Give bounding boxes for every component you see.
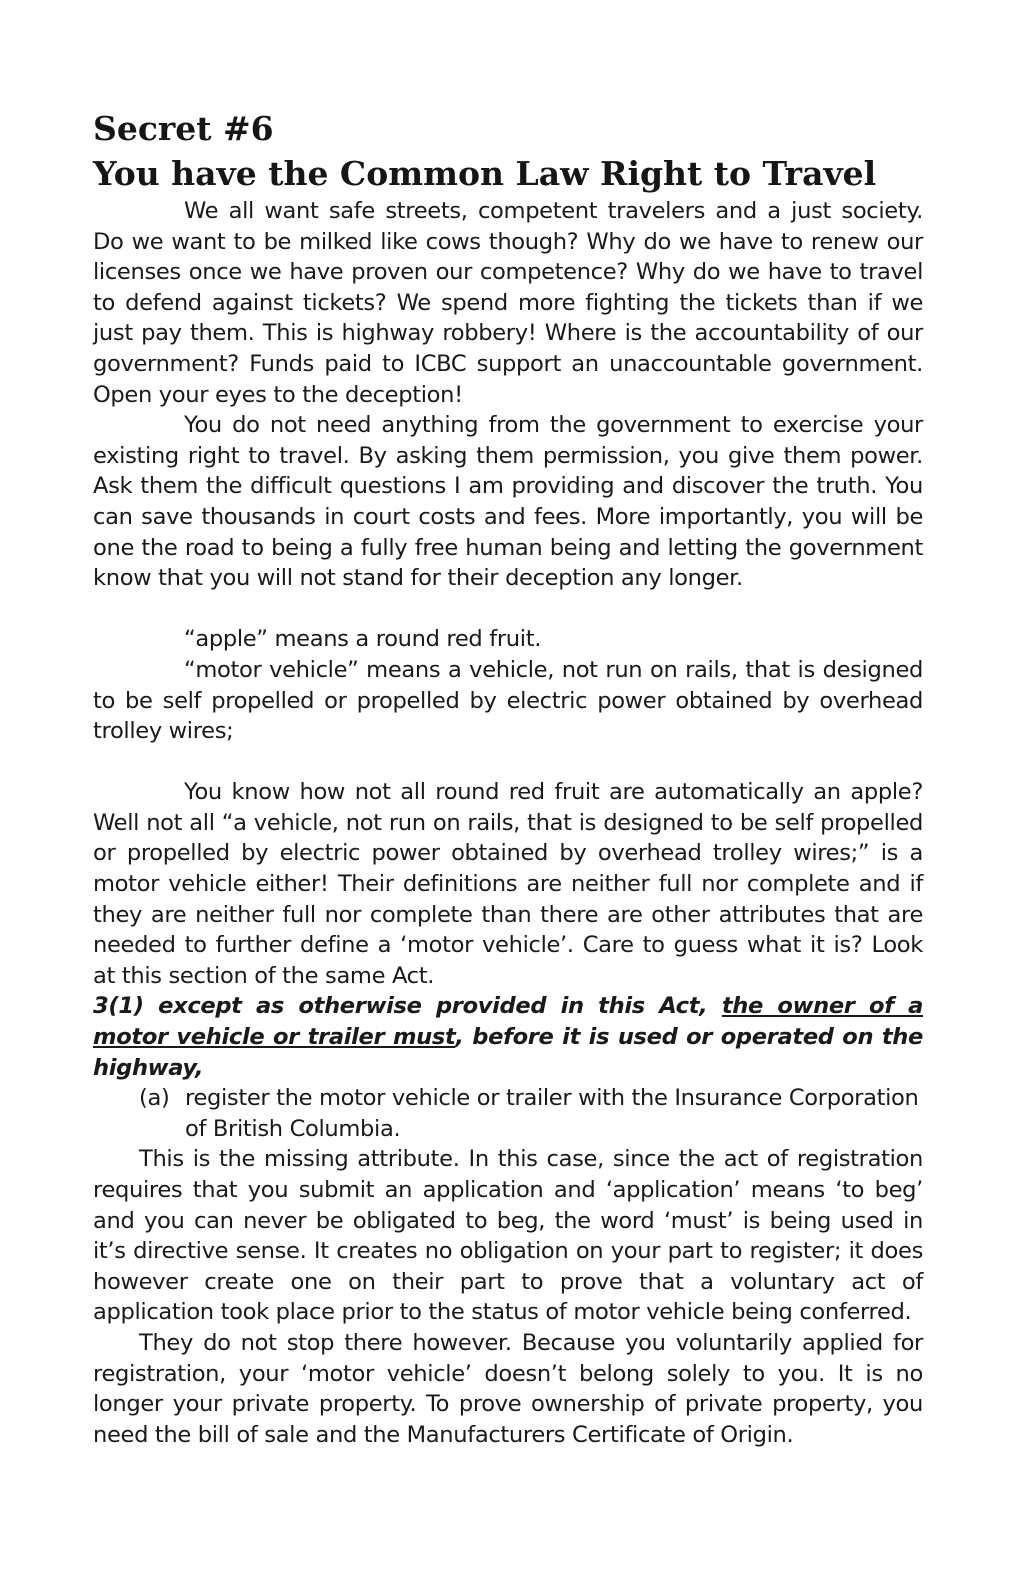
section-heading (93, 106, 923, 196)
definition-apple: “apple” means a round red fruit. (184, 626, 542, 653)
statute-clause-a (139, 1083, 923, 1144)
statute-suffix: , before it is used or operated on the highway, (93, 1024, 923, 1081)
definition-motor-vehicle: “motor vehicle” means a vehicle, not run on rails, that is designed to be self propelled or propelled by electric power obtained by overhead trolley wires; (93, 656, 923, 745)
statute-quote (93, 991, 923, 1083)
spacer (93, 594, 923, 625)
paragraph-apple-analogy: You know how not all round red fruit are automatically an apple? Well not all “a vehicle, not run on rails, that is designed to be self propelled or propelled by electric power obtained by overhead trolley wires;” is a motor vehicle either! Their definitions are neither full nor complete and if they are neither full nor complete than there are other attributes that are needed to further define a ‘motor vehicle’. Care to guess what it is? Look at this section of the same Act. (93, 779, 923, 989)
statute-prefix: 3(1) except as otherwise provided in this Act, (93, 993, 722, 1020)
clause-text: register the motor vehicle or trailer with the Insurance Corporation of British Columbia. (185, 1085, 919, 1142)
paragraph-intro: We all want safe streets, competent travelers and a just society. Do we want to be milked like cows though? Why do we have to renew our licenses once we have proven our competence? Why do we have to travel to defend against tickets? We spend more fighting the tickets than if we just pay them. This is highway robbery! Where is the accountability of our government? Funds paid to ICBC support an unaccountable government. Open your eyes to the deception! (93, 198, 923, 408)
paragraph-missing-attribute: This is the missing attribute. In this case, since the act of registration requires that you submit an application and ‘application’ means ‘to beg’ and you can never be obligated to beg, the word ‘must’ is being used in it’s directive sense. It creates no obligation on your part to register; it does however create one on their part to prove that a voluntary act of application took place prior to the status of motor vehicle being conferred. (93, 1146, 923, 1326)
clause-marker: (a) (139, 1085, 170, 1112)
paragraph-right-to-travel: You do not need anything from the government to exercise your existing right to travel. By asking them permission, you give them power. Ask them the difficult questions I am providing and discover the truth. You can save thousands in court costs and fees. More importantly, you will be one the road to being a fully free human being and letting the government know that you will not stand for their deception any longer. (93, 412, 923, 592)
secret-number: Secret #6 (93, 109, 274, 148)
statute-underlined: the owner of a motor vehicle or trailer must (93, 993, 923, 1051)
page (93, 106, 923, 1450)
section-title: You have the Common Law Right to Travel (93, 154, 877, 193)
paragraph-ownership: They do not stop there however. Because you voluntarily applied for registration, your ‘motor vehicle’ doesn’t belong solely to you. It is no longer your private property. To prove ownership of private property, you need the bill of sale and the Manufacturers Certificate of Origin. (93, 1329, 923, 1448)
spacer (93, 747, 923, 778)
